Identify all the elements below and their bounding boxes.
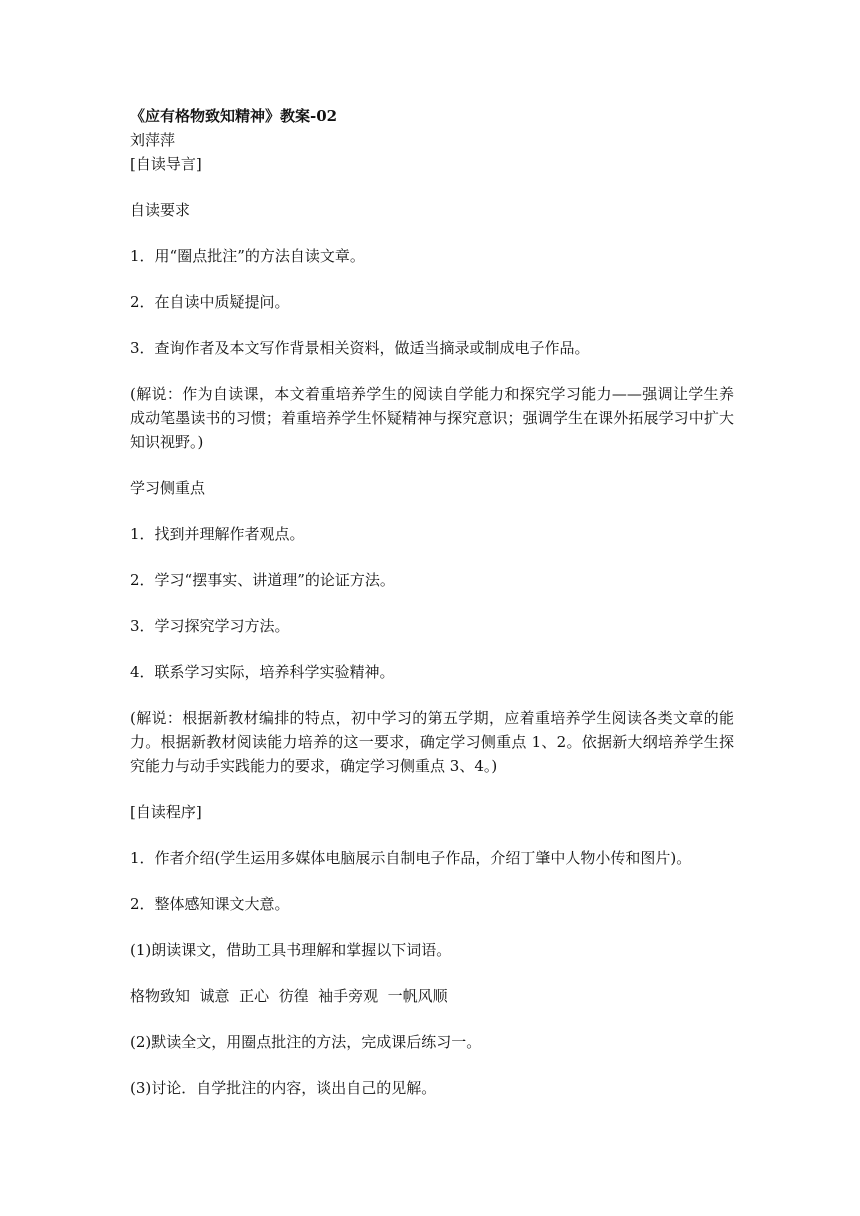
focus-item: 3．学习探究学习方法。 xyxy=(130,617,290,635)
procedure-step: (1)朗读课文，借助工具书理解和掌握以下词语。 xyxy=(130,941,452,959)
spacer xyxy=(130,1008,734,1030)
spacer xyxy=(130,870,734,892)
procedure-step: (3)讨论．自学批注的内容，谈出自己的见解。 xyxy=(130,1079,437,1097)
spacer xyxy=(130,638,734,660)
requirement-item: 1．用“圈点批注”的方法自读文章。 xyxy=(130,247,365,265)
procedure-item: 2．整体感知课文大意。 xyxy=(130,895,290,913)
document-title: 《应有格物致知精神》教案-02 xyxy=(130,107,338,125)
focus-item: 4．联系学习实际，培养科学实验精神。 xyxy=(130,663,395,681)
commentary-note: (解说：作为自读课，本文着重培养学生的阅读自学能力和探究学习能力——强调让学生养成动笔墨读书的习惯；着重培养学生怀疑精神与探究意识；强调学生在课外拓展学习中扩大知识视野。) xyxy=(130,385,734,451)
document-body xyxy=(130,104,734,1100)
spacer xyxy=(130,500,734,522)
section-intro-heading: [自读导言] xyxy=(130,155,202,173)
focus-item: 1．找到并理解作者观点。 xyxy=(130,525,305,543)
procedure-step: (2)默读全文，用圈点批注的方法，完成课后练习一。 xyxy=(130,1033,482,1051)
author-name: 刘萍萍 xyxy=(130,131,176,149)
spacer xyxy=(130,778,734,800)
requirements-heading: 自读要求 xyxy=(130,201,191,219)
spacer xyxy=(130,360,734,382)
spacer xyxy=(130,222,734,244)
spacer xyxy=(130,546,734,568)
spacer xyxy=(130,176,734,198)
requirement-item: 2．在自读中质疑提问。 xyxy=(130,293,290,311)
spacer xyxy=(130,314,734,336)
vocabulary-list: 格物致知 诚意 正心 彷徨 袖手旁观 一帆风顺 xyxy=(130,987,448,1005)
procedure-heading: [自读程序] xyxy=(130,803,202,821)
spacer xyxy=(130,824,734,846)
focus-item: 2．学习“摆事实、讲道理”的论证方法。 xyxy=(130,571,395,589)
focus-heading: 学习侧重点 xyxy=(130,479,206,497)
procedure-item: 1．作者介绍(学生运用多媒体电脑展示自制电子作品，介绍丁肇中人物小传和图片)。 xyxy=(130,849,692,867)
spacer xyxy=(130,1054,734,1076)
spacer xyxy=(130,916,734,938)
spacer xyxy=(130,592,734,614)
spacer xyxy=(130,684,734,706)
spacer xyxy=(130,962,734,984)
spacer xyxy=(130,454,734,476)
spacer xyxy=(130,268,734,290)
commentary-note: (解说：根据新教材编排的特点，初中学习的第五学期，应着重培养学生阅读各类文章的能力。根据新教材阅读能力培养的这一要求，确定学习侧重点 1、2。依据新大纲培养学生探究能力与动手实践能力的要求，确定学习侧重点 3、4。) xyxy=(130,709,734,775)
requirement-item: 3．查询作者及本文写作背景相关资料，做适当摘录或制成电子作品。 xyxy=(130,339,590,357)
